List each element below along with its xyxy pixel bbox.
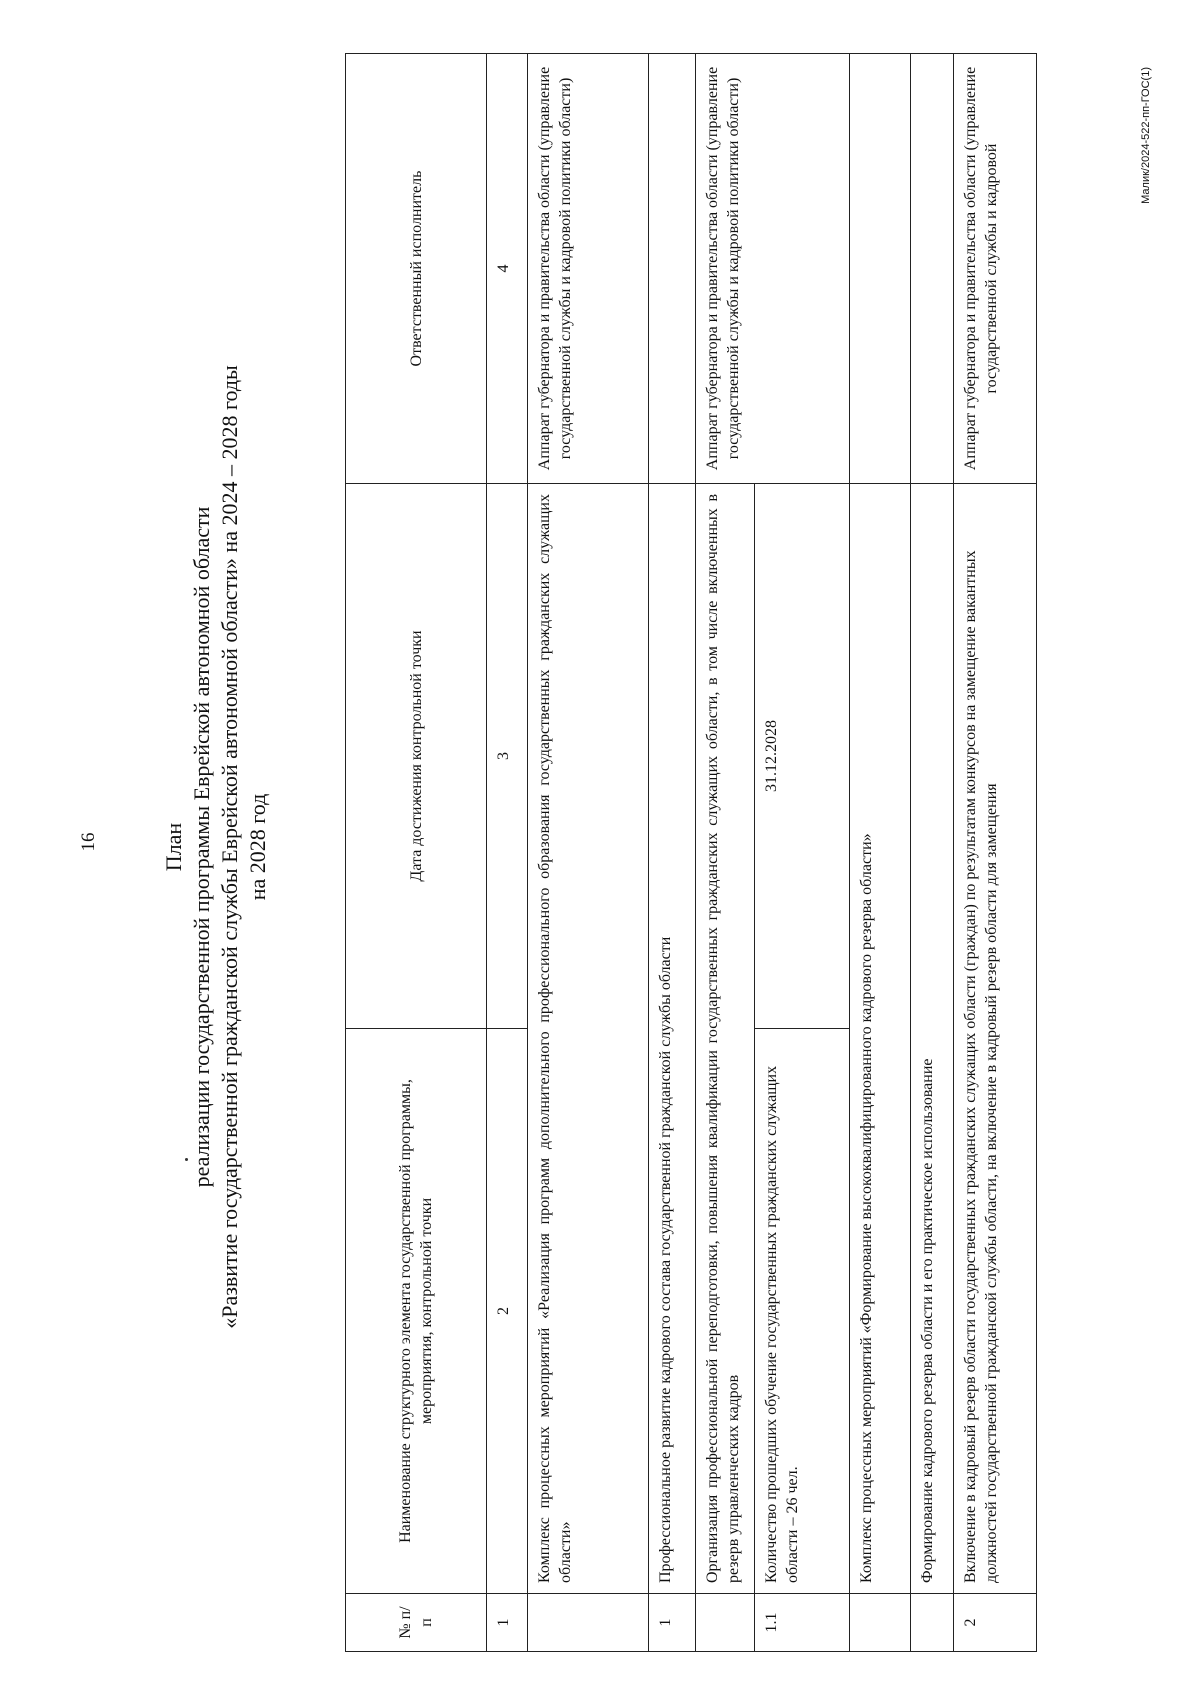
task2-cell: Формирование кадрового резерва области и его практическое использование — [911, 484, 954, 1594]
table-row — [911, 54, 954, 1652]
table-row — [850, 54, 911, 1652]
title-line-4: на 2028 год — [245, 793, 270, 901]
title-line-plan: План — [161, 822, 186, 872]
column-number: 3 — [487, 484, 528, 1029]
table-row — [528, 54, 649, 1652]
column-number: 1 — [487, 1594, 528, 1652]
page-number: 16 — [78, 832, 99, 852]
table-row — [954, 54, 1037, 1652]
row-number: 2 — [954, 1594, 1037, 1652]
row-number: 1.1 — [755, 1594, 850, 1652]
table-row — [649, 54, 696, 1652]
complex1-cell: Комплекс процессных мероприятий «Реализация программ дополнительного профессионального образования государственных гражданских служащих области» — [528, 484, 649, 1594]
title-line-3: «Развитие государственной гражданской службы Еврейской автономной области» на 2024 – 2028 годы — [217, 365, 242, 1329]
plan-table — [345, 53, 1037, 1652]
complex2-cell: Комплекс процессных мероприятий «Формирование высококвалифицированного кадрового резерва области» — [850, 484, 911, 1594]
point11-date: 31.12.2028 — [755, 484, 850, 1029]
header-date: Дата достижения контрольной точки — [346, 484, 487, 1029]
responsible-cell: Аппарат губернатора и правительства области (управление государственной службы и кадровой политики области) — [696, 54, 850, 484]
column-numbers-row — [487, 54, 528, 1652]
responsible-cell: Аппарат губернатора и правительства области (управление государственной службы и кадровой — [954, 54, 1037, 484]
header-responsible: Ответственный исполнитель — [346, 54, 487, 484]
row-number: 1 — [649, 1594, 696, 1652]
measure2-cell: Включение в кадровый резерв области государственных гражданских служащих области (граждан) по результатам конкурсов на замещение вакантных должностей государственной гражданской службы области, на включение в кадровый резерв области для замещения — [954, 484, 1037, 1594]
stray-dot — [185, 1158, 188, 1161]
measure1-cell: Организация профессиональной переподготовки, повышения квалификации государственных гражданских служащих области, в том числе включенных в резерв управленческих кадров — [696, 484, 755, 1594]
table-row — [696, 54, 755, 1652]
document-title — [160, 297, 272, 1397]
column-number: 2 — [487, 1029, 528, 1594]
point11-cell: Количество прошедших обучение государственных гражданских служащих области – 26 чел. — [755, 1029, 850, 1594]
header-num: № п/п — [346, 1594, 487, 1652]
footer-code: Малик/2024-522-пп-ГОС(1) — [1140, 67, 1152, 204]
task1-cell: Профессиональное развитие кадрового состава государственной гражданской службы области — [649, 484, 696, 1594]
responsible-cell: Аппарат губернатора и правительства области (управление государственной службы и кадровой политики области) — [528, 54, 649, 484]
title-line-2: реализации государственной программы Еврейской автономной области — [189, 506, 214, 1188]
table-header-row — [346, 54, 487, 1652]
column-number: 4 — [487, 54, 528, 484]
header-name: Наименование структурного элемента государственной программы, мероприятия, контрольной точки — [346, 1029, 487, 1594]
